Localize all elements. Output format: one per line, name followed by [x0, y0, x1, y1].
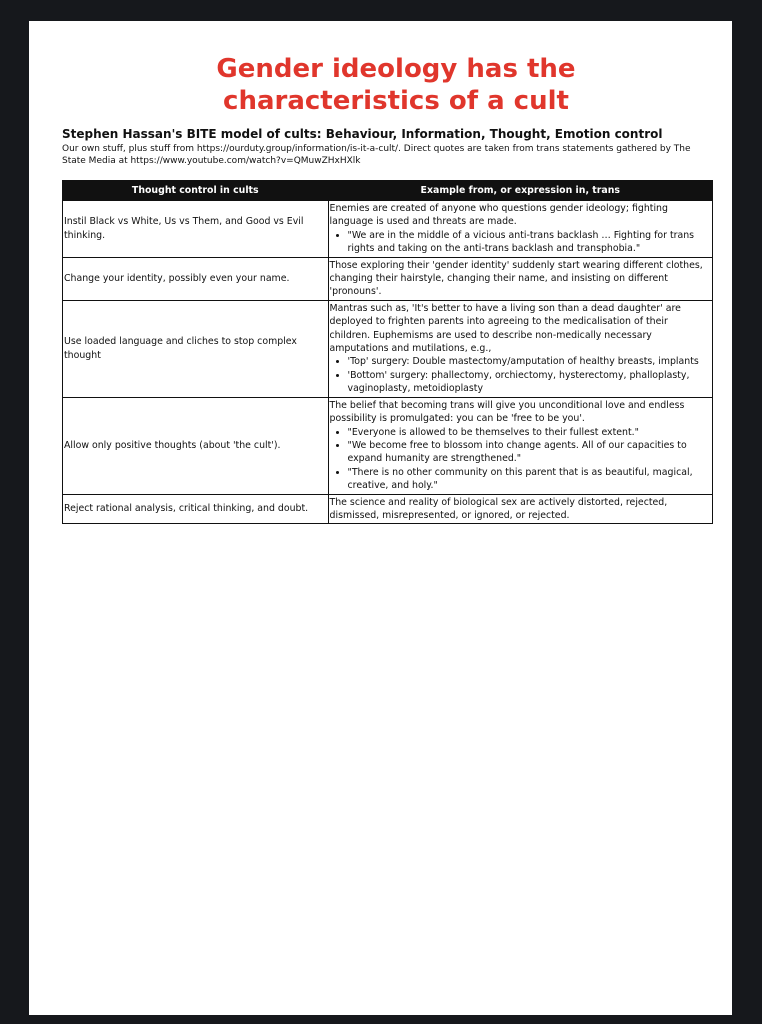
- bullet-list: [330, 355, 711, 395]
- bite-table: [62, 180, 713, 524]
- row-text: The belief that becoming trans will give you unconditional love and endless possibility is promulgated: you can be 'free to be you'.: [329, 399, 685, 425]
- row-content: [328, 494, 712, 524]
- bullet-item: • 'Bottom' surgery: phallectomy, orchiectomy, hysterectomy, phalloplasty, vaginoplasty, metoidioplasty: [348, 369, 711, 396]
- table-row: [63, 300, 713, 397]
- table-row: [63, 494, 713, 524]
- table-row: [63, 397, 713, 494]
- row-text: The science and reality of biological sex are actively distorted, rejected, dismissed, misrepresented, or ignored, or rejected.: [329, 496, 668, 521]
- bullet-item: • "We are in the middle of a vicious anti-trans backlash … Fighting for trans rights and taking on the anti-trans backlash and transphobia.": [348, 229, 711, 256]
- row-label: Allow only positive thoughts (about 'the cult').: [63, 397, 329, 494]
- row-content: [328, 201, 712, 258]
- bullet-list: [330, 426, 711, 493]
- row-label: Change your identity, possibly even your name.: [63, 257, 329, 300]
- source-note: Our own stuff, plus stuff from https://ourduty.group/information/is-it-a-cult/. Direct quotes are taken from trans statements gathered by The State Media at https://www.youtube.com/watch?v=QMuwZHxHXlk: [62, 144, 691, 166]
- row-text: Mantras such as, 'It's better to have a living son than a dead daughter' are deployed to frighten parents into agreeing to the medicalisation of their children. Euphemisms are used to describe non-medically necessary amputations and mutilations, e.g.,: [329, 302, 681, 355]
- bullet-item: • "Everyone is allowed to be themselves to their fullest extent.": [348, 426, 711, 439]
- bullet-item: • "There is no other community on this parent that is as beautiful, magical, creative, and holy.": [348, 466, 711, 493]
- subtitle: Stephen Hassan's BITE model of cults: Behaviour, Information, Thought, Emotion control: [62, 127, 663, 141]
- row-content: [328, 300, 712, 397]
- title-line-2: characteristics of a cult: [223, 86, 569, 116]
- row-label: Instil Black vs White, Us vs Them, and Good vs Evil thinking.: [63, 201, 329, 258]
- document-page: [29, 21, 732, 1015]
- row-text: Enemies are created of anyone who questions gender ideology; fighting language is used and threats are made.: [329, 203, 668, 228]
- row-content: [328, 397, 712, 494]
- table-header-row: [63, 181, 713, 201]
- table-row: [63, 257, 713, 300]
- bullet-item: • 'Top' surgery: Double mastectomy/amputation of healthy breasts, implants: [348, 355, 711, 368]
- row-label: Reject rational analysis, critical thinking, and doubt.: [63, 494, 329, 524]
- bullet-list: [330, 229, 711, 256]
- row-content: [328, 257, 712, 300]
- column-header-thought-control: Thought control in cults: [63, 181, 329, 201]
- row-label: Use loaded language and cliches to stop complex thought: [63, 300, 329, 397]
- column-header-example: Example from, or expression in, trans: [328, 181, 712, 201]
- table-row: [63, 201, 713, 258]
- title-line-1: Gender ideology has the: [216, 54, 576, 84]
- bullet-item: • "We become free to blossom into change agents. All of our capacities to expand humanity are strengthened.": [348, 439, 711, 466]
- row-text: Those exploring their 'gender identity' suddenly start wearing different clothes, changing their hairstyle, changing their name, and insisting on different 'pronouns'.: [329, 259, 703, 298]
- page-title: [29, 53, 762, 117]
